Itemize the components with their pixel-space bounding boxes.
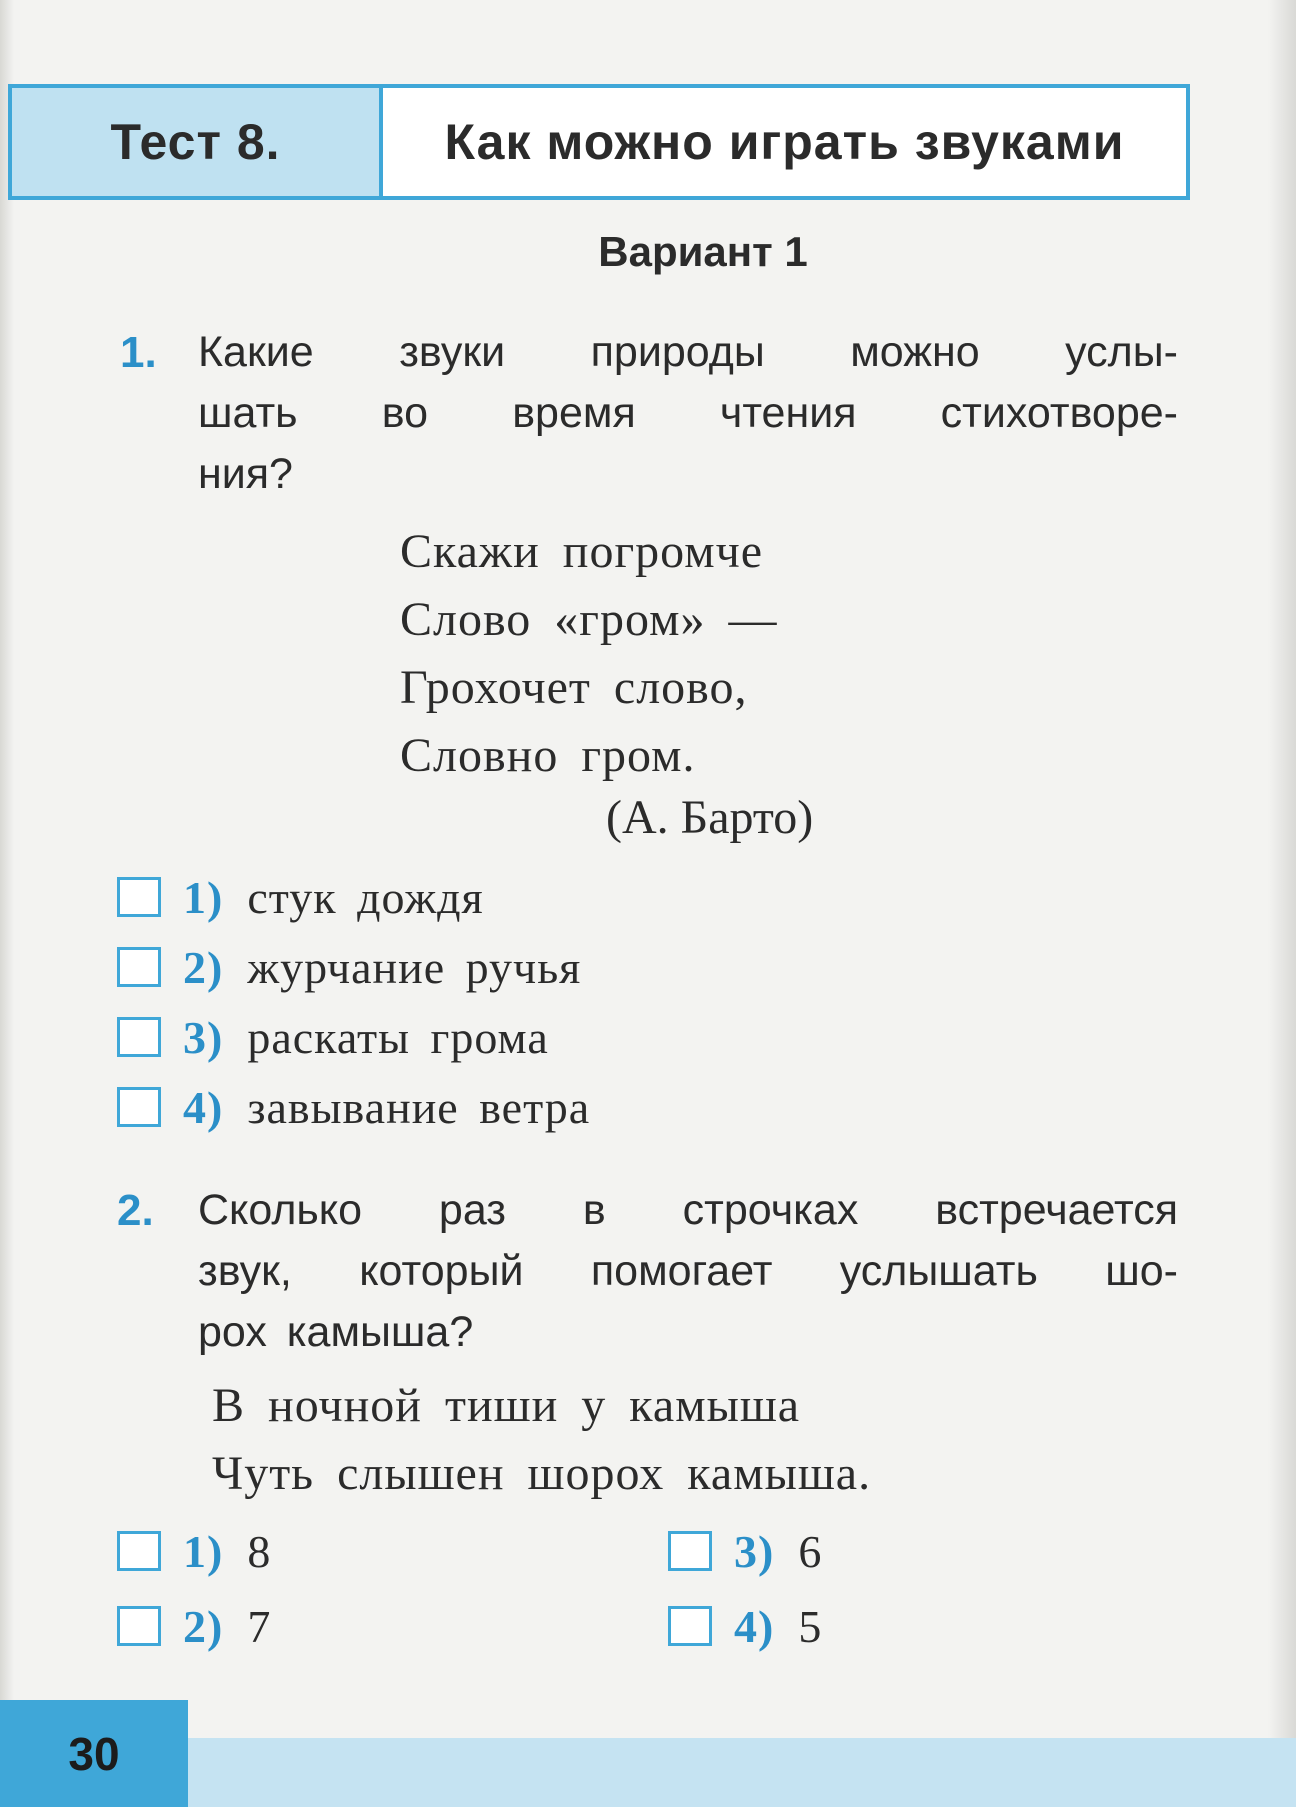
test-label: Тест 8. [110, 114, 281, 170]
test-title-box [383, 88, 1186, 196]
option-number: 2) [183, 941, 224, 993]
checkbox[interactable] [668, 1531, 712, 1571]
option-label: завывание ветра [247, 1081, 591, 1133]
option-number: 2) [183, 1600, 224, 1652]
question-1-poem [400, 518, 777, 790]
poem-line: В ночной тиши у камыша [212, 1379, 801, 1432]
option-label: раскаты грома [247, 1011, 549, 1063]
test-header [8, 84, 1190, 200]
checkbox[interactable] [117, 1017, 161, 1057]
option-number: 3) [734, 1525, 775, 1577]
poem-line: Грохочет слово, [400, 661, 748, 714]
footer-band [0, 1738, 1296, 1807]
page-number-box [0, 1700, 188, 1807]
question-2-line-3: рох камыша? [198, 1308, 474, 1356]
question-2-line-1: Сколько раз в строчках встречается [198, 1186, 1178, 1234]
question-2-number: 2. [117, 1186, 154, 1235]
q1-option-4[interactable] [117, 1078, 590, 1136]
test-title: Как можно играть звуками [444, 114, 1125, 170]
option-number: 1) [183, 871, 224, 923]
option-label: 7 [247, 1600, 272, 1652]
option-label: стук дождя [247, 871, 484, 923]
q1-option-3[interactable] [117, 1008, 549, 1066]
question-1-line-3: ния? [198, 450, 293, 498]
checkbox[interactable] [668, 1606, 712, 1646]
option-number: 3) [183, 1011, 224, 1063]
q2-option-4[interactable] [668, 1597, 822, 1655]
option-number: 4) [183, 1081, 224, 1133]
q2-option-3[interactable] [668, 1522, 822, 1580]
checkbox[interactable] [117, 1087, 161, 1127]
question-1-number: 1. [120, 328, 157, 377]
page-number: 30 [68, 1727, 120, 1780]
q2-option-1[interactable] [117, 1522, 271, 1580]
checkbox[interactable] [117, 877, 161, 917]
variant-heading: Вариант 1 [598, 228, 808, 275]
poem-line: Скажи погромче [400, 525, 764, 578]
question-1-text [198, 322, 1178, 505]
poem-line: Словно гром. [400, 729, 696, 782]
checkbox[interactable] [117, 1606, 161, 1646]
poem-line: Слово «гром» — [400, 593, 778, 646]
option-label: журчание ручья [247, 941, 582, 993]
poem-line: Чуть слышен шорох камыша. [212, 1447, 872, 1500]
question-2-text [198, 1180, 1178, 1363]
option-number: 1) [183, 1525, 224, 1577]
option-label: 6 [798, 1525, 823, 1577]
q1-option-2[interactable] [117, 938, 581, 996]
question-2-poem [212, 1372, 871, 1508]
option-label: 8 [247, 1525, 272, 1577]
option-label: 5 [798, 1600, 823, 1652]
question-1-line-2: шать во время чтения стихотворе- [198, 389, 1178, 437]
q1-option-1[interactable] [117, 868, 484, 926]
test-label-box [12, 88, 383, 196]
checkbox[interactable] [117, 947, 161, 987]
poem-author: (А. Барто) [606, 791, 814, 844]
q2-option-2[interactable] [117, 1597, 271, 1655]
checkbox[interactable] [117, 1531, 161, 1571]
option-number: 4) [734, 1600, 775, 1652]
question-2-line-2: звук, который помогает услышать шо- [198, 1247, 1178, 1295]
question-1-line-1: Какие звуки природы можно услы- [198, 328, 1178, 376]
